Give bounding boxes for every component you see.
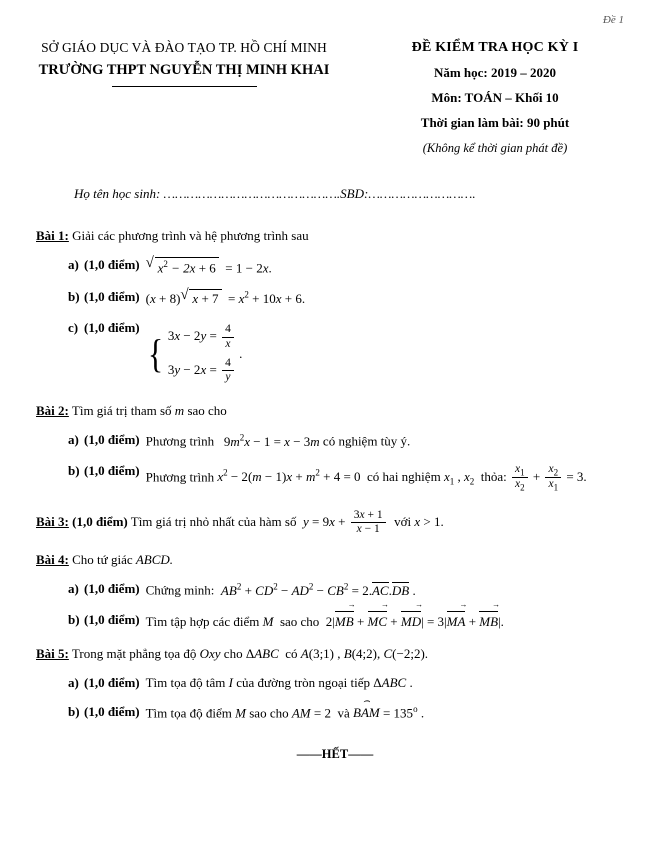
problem-2-prompt-tail: sao cho (187, 403, 227, 419)
problem-4-heading (36, 552, 634, 568)
student-info-line: Họ tên học sinh: ……………………………………….SBD:………………………. (74, 186, 476, 201)
problem-2a-points: (1,0 điểm) (84, 432, 140, 448)
duration-note: (Không kể thời gian phát đề) (422, 141, 568, 155)
school-name: TRƯỜNG THPT NGUYỄN THỊ MINH KHAI (38, 62, 330, 78)
problem-3-prompt: Tìm giá trị nhỏ nhất của hàm số (130, 513, 297, 529)
problem-1a-label: a) (68, 257, 79, 272)
problem-3-math: y = 9x + $\frac{3x + 1}{x - 1}$ (300, 514, 391, 529)
problem-5-tag: Bài 5: (36, 645, 69, 661)
problem-4-prompt: Cho tứ giác (72, 552, 133, 568)
problem-2b-lead: Phương trình (145, 468, 215, 484)
problem-2b-mid: có hai nghiệm $x_1$ , $x_2$ thỏa: (363, 468, 507, 487)
header-divider (112, 86, 257, 87)
problem-3-points: (1,0 điểm) (72, 513, 128, 529)
problem-4b-label: b) (68, 611, 80, 627)
problem-5a (36, 675, 634, 691)
problem-4a (36, 581, 634, 598)
school-year: Năm học: 2019 – 2020 (433, 65, 557, 80)
problem-1b-label: b) (68, 289, 80, 305)
problem-1-prompt: Giải các phương trình và hệ phương trình sau (72, 228, 309, 243)
duration-line: Thời gian làm bài: 90 phút (420, 115, 570, 130)
problem-2-heading (36, 403, 634, 419)
problem-1a-math: √ $x^2 - 2x + 6 = 1 - 2x$. (146, 257, 634, 276)
problem-2a-lead: Phương trình (145, 433, 215, 449)
problem-5-heading (36, 646, 634, 662)
problem-5b-points: (1,0 điểm) (84, 703, 140, 719)
problem-5b-text: Tìm tọa độ điểm M sao cho AM = 2 và BAM ⌢ = $135^o$ . (146, 704, 634, 721)
problem-4b (36, 612, 634, 630)
problem-2-tag: Bài 2: (36, 403, 69, 419)
problem-2a-tail: có nghiệm tùy ý. (322, 433, 411, 449)
problem-1c-math: { 3x − 2y = $\frac{4}{x}$ 3y − 2x = $\frac{4}{y}$ . (147, 323, 243, 383)
problem-4a-points: (1,0 điểm) (84, 581, 140, 597)
problem-3-tag: Bài 3: (36, 513, 69, 529)
problem-2b (36, 463, 634, 493)
department-name: SỞ GIÁO DỤC VÀ ĐÀO TẠO TP. HỒ CHÍ MINH (41, 40, 327, 55)
problem-3-tail: với x > 1. (390, 513, 444, 529)
exam-title: ĐỀ KIỂM TRA HỌC KỲ I (411, 40, 579, 55)
problem-4b-math: 2|→ MB + → MC + → MD| = 3|→ MA + → MB|. (323, 614, 504, 629)
problem-5b (36, 704, 634, 721)
exam-body (0, 228, 660, 762)
exam-code-label: Đề 1 (602, 14, 624, 26)
problem-5a-text: Tìm tọa độ tâm I của đường tròn ngoại tiếp ΔABC . (145, 674, 413, 690)
problem-5a-label: a) (68, 674, 79, 690)
problem-5b-label: b) (68, 703, 80, 719)
problem-1c-points: (1,0 điểm) (84, 320, 140, 336)
problem-5a-points: (1,0 điểm) (84, 674, 140, 690)
problem-1c-label: c) (68, 320, 79, 336)
problem-2-variable: m (174, 403, 185, 419)
header-right-block (350, 40, 660, 156)
problem-4-tag: Bài 4: (36, 552, 69, 568)
problem-1b-points: (1,0 điểm) (84, 289, 140, 305)
problem-2a (36, 432, 634, 449)
problem-4a-math: $AB^2 + CD^2 - AD^2 - CB^2 = 2.AC.DB$ . (220, 581, 416, 598)
problem-4a-label: a) (68, 581, 79, 597)
problem-5-prompt: Trong mặt phẳng tọa độ Oxy cho ΔABC có A(3;1) , B(4;2), C(−2;2). (71, 645, 429, 661)
header-left-block (0, 40, 350, 156)
problem-1-heading (36, 228, 634, 244)
problem-3-heading (36, 509, 634, 536)
problem-2b-math: $x^2 - 2(m - 1)x + m^2 + 4 = 0$ (217, 467, 364, 484)
problem-1-tag: Bài 1: (36, 228, 69, 243)
problem-2b-points: (1,0 điểm) (84, 462, 140, 478)
problem-2b-math2: $\frac{x_1}{x_2}$ + $\frac{x_2}{x_1}$ = 3. (510, 469, 587, 484)
problem-4-figure: ABCD. (135, 552, 174, 568)
problem-1c (36, 320, 634, 387)
problem-1b-math: (x + 8) √ $x + 7 = x^2 + 10x + 6$. (146, 289, 634, 307)
problem-2-prompt: Tìm giá trị tham số (71, 403, 172, 419)
problem-2a-math: $9m^2x - 1 = x - 3m$ (217, 432, 320, 449)
problem-1a (36, 257, 634, 276)
problem-4a-lead: Chứng minh: (145, 582, 215, 598)
problem-4b-lead: Tìm tập hợp các điểm M sao cho (145, 613, 320, 629)
end-marker: ——HẾT—— (296, 746, 374, 761)
document-header (0, 0, 660, 156)
problem-2b-label: b) (68, 462, 80, 478)
subject-line: Môn: TOÁN – Khối 10 (431, 90, 559, 105)
problem-1b (36, 289, 634, 307)
problem-1a-points: (1,0 điểm) (84, 257, 140, 272)
problem-2a-label: a) (68, 432, 79, 448)
problem-4b-points: (1,0 điểm) (84, 611, 140, 627)
